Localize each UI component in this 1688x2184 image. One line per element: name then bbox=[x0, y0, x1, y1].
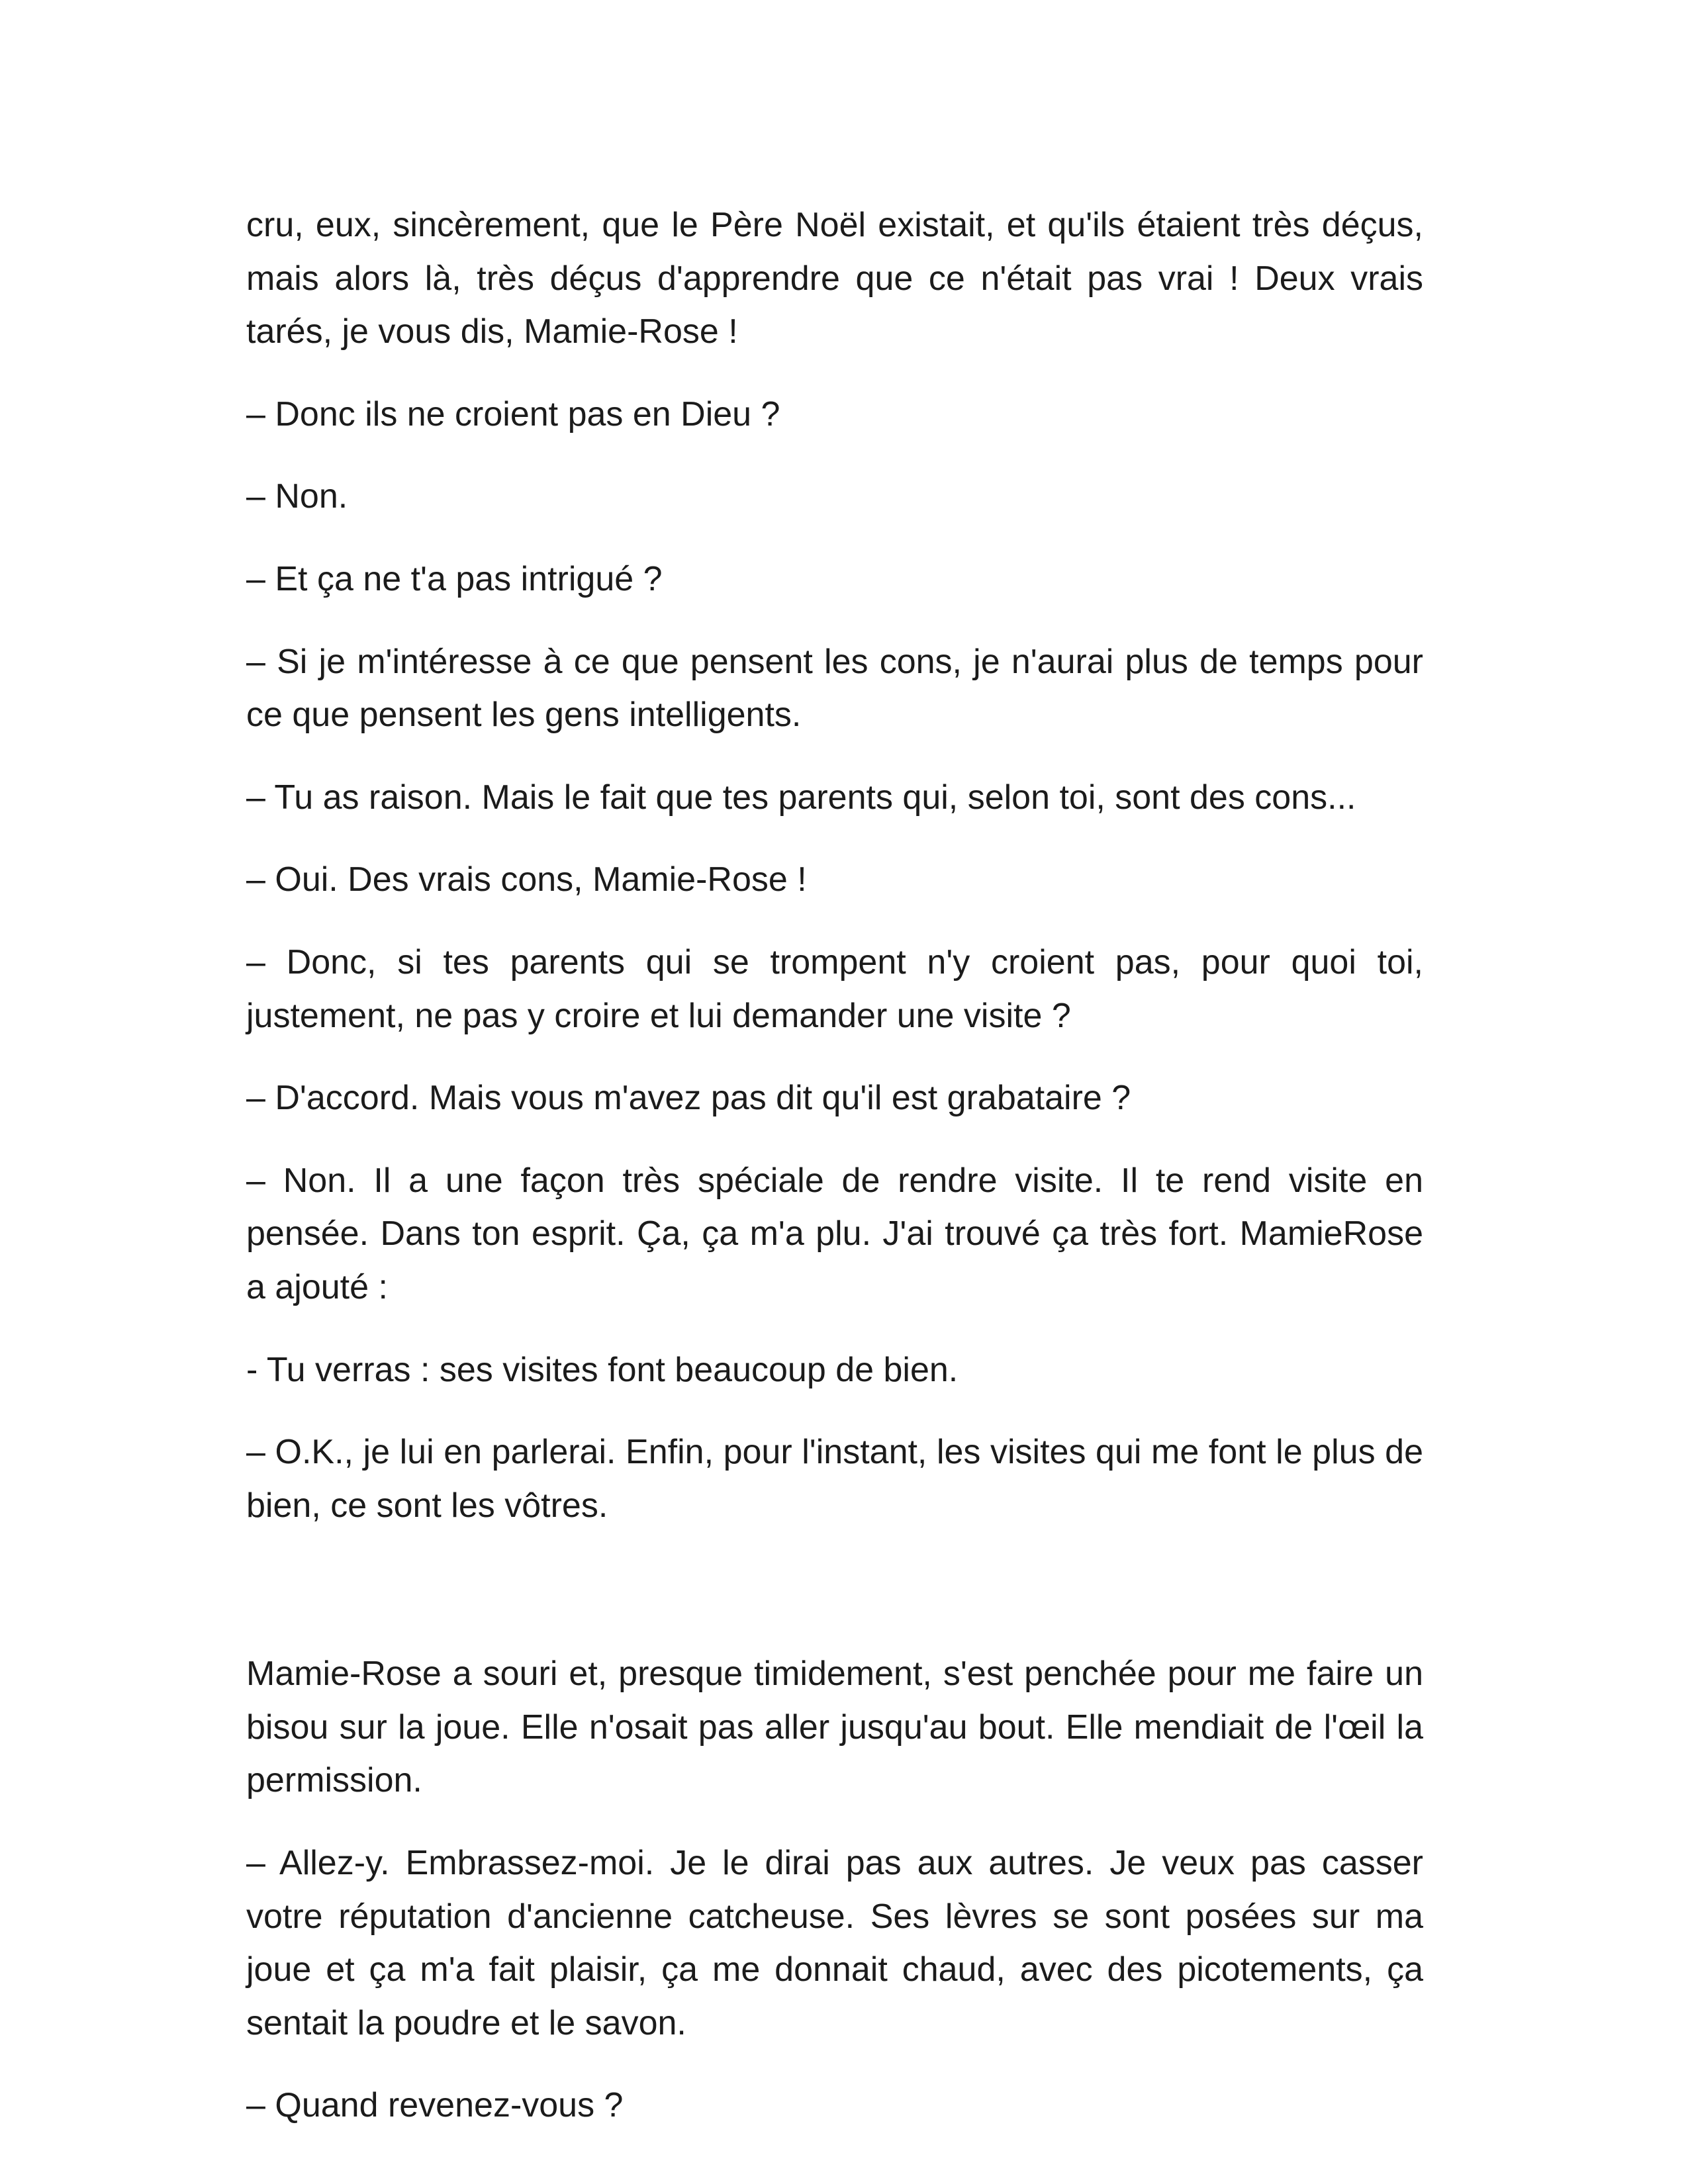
paragraph: – Tu as raison. Mais le fait que tes parents qui, selon toi, sont des cons... bbox=[246, 778, 1356, 817]
paragraph: – Donc, si tes parents qui se trompent n'y croient pas, pour quoi toi, justement, ne pas y croire et lui demander une visite ? bbox=[246, 942, 1423, 1035]
paragraph: – Non. Il a une façon très spéciale de rendre visite. Il te rend visite en pensée. Dans ton esprit. Ça, ça m'a plu. J'ai trouvé ça très fort. MamieRose a ajouté : bbox=[246, 1161, 1423, 1306]
paragraph: - Tu verras : ses visites font beaucoup de bien. bbox=[246, 1350, 959, 1389]
paragraph: – Non. bbox=[246, 477, 348, 516]
paragraph: Mamie-Rose a souri et, presque timidement, s'est penchée pour me faire un bisou sur la joue. Elle n'osait pas aller jusqu'au bout. Elle mendiait de l'œil la permission. bbox=[246, 1655, 1423, 1800]
paragraph: – D'accord. Mais vous m'avez pas dit qu'il est grabataire ? bbox=[246, 1079, 1131, 1118]
paragraph: cru, eux, sincèrement, que le Père Noël existait, et qu'ils étaient très déçus, mais alors là, très déçus d'apprendre que ce n'était pas vrai ! Deux vrais tarés, je vous dis, Mamie-Rose ! bbox=[246, 206, 1423, 351]
paragraph: – Et ça ne t'a pas intrigué ? bbox=[246, 559, 663, 598]
section-break bbox=[246, 1561, 1423, 1647]
paragraph: – Donc ils ne croient pas en Dieu ? bbox=[246, 394, 780, 433]
paragraph: – Si je m'intéresse à ce que pensent les cons, je n'aurai plus de temps pour ce que pensent les gens intelligents. bbox=[246, 642, 1423, 735]
paragraph: – Oui. Des vrais cons, Mamie-Rose ! bbox=[246, 860, 807, 899]
paragraph: – Allez-y. Embrassez-moi. Je le dirai pas aux autres. Je veux pas casser votre réputation d'ancienne catcheuse. Ses lèvres se sont posées sur ma joue et ça m'a fait plaisir, ça me donnait chaud, avec des picotements, ça sentait la poudre et le savon. bbox=[246, 1844, 1423, 2042]
paragraph: – O.K., je lui en parlerai. Enfin, pour l'instant, les visites qui me font le plus de bien, ce sont les vôtres. bbox=[246, 1433, 1423, 1525]
paragraph: – Quand revenez-vous ? bbox=[246, 2086, 624, 2125]
